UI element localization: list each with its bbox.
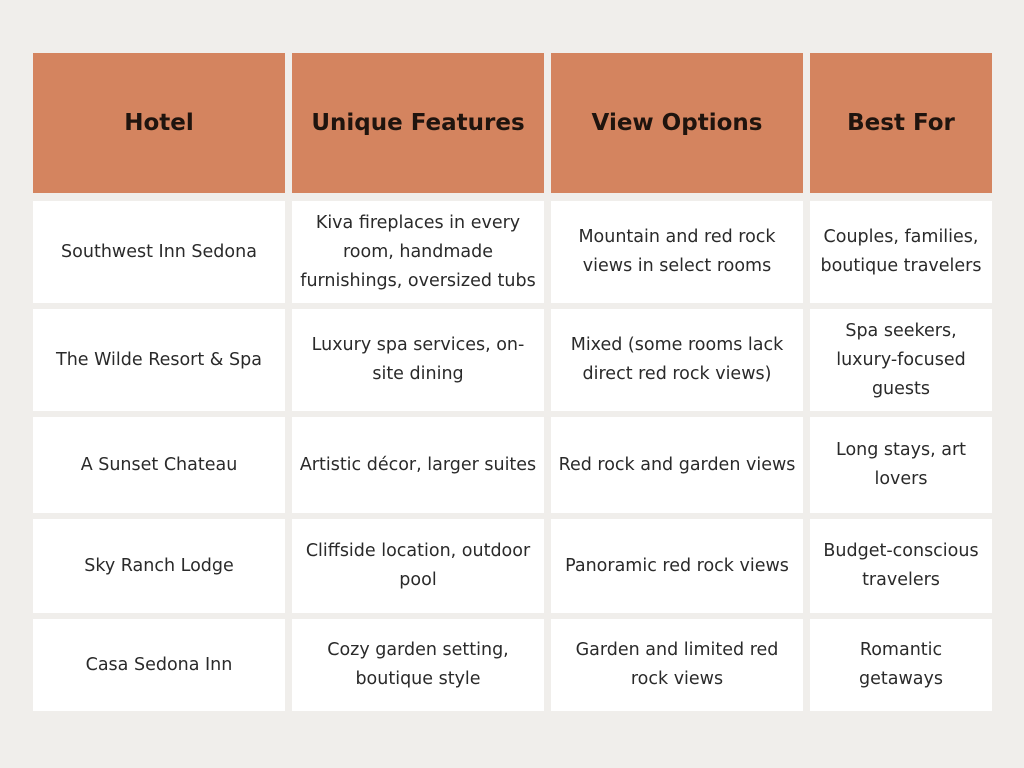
- header-unique-features: Unique Features: [292, 53, 544, 193]
- table-row: [33, 519, 992, 613]
- cell-hotel: Casa Sedona Inn: [33, 619, 285, 711]
- cell-best-for: Romantic getaways: [810, 619, 992, 711]
- cell-best-for: Couples, families, boutique travelers: [810, 201, 992, 303]
- cell-views: Red rock and garden views: [551, 417, 803, 513]
- cell-views: Garden and limited red rock views: [551, 619, 803, 711]
- cell-features: Artistic décor, larger suites: [292, 417, 544, 513]
- cell-views: Mountain and red rock views in select rooms: [551, 201, 803, 303]
- table-row: [33, 201, 992, 303]
- cell-best-for: Spa seekers, luxury-focused guests: [810, 309, 992, 411]
- header-hotel: Hotel: [33, 53, 285, 193]
- table-header-row: [33, 53, 992, 193]
- hotel-comparison-table: [33, 53, 992, 717]
- cell-hotel: A Sunset Chateau: [33, 417, 285, 513]
- cell-features: Kiva fireplaces in every room, handmade furnishings, oversized tubs: [292, 201, 544, 303]
- cell-best-for: Budget-conscious travelers: [810, 519, 992, 613]
- cell-hotel: Southwest Inn Sedona: [33, 201, 285, 303]
- cell-best-for: Long stays, art lovers: [810, 417, 992, 513]
- header-view-options: View Options: [551, 53, 803, 193]
- cell-features: Luxury spa services, on-site dining: [292, 309, 544, 411]
- header-best-for: Best For: [810, 53, 992, 193]
- cell-views: Panoramic red rock views: [551, 519, 803, 613]
- table-row: [33, 309, 992, 411]
- cell-features: Cozy garden setting, boutique style: [292, 619, 544, 711]
- cell-features: Cliffside location, outdoor pool: [292, 519, 544, 613]
- cell-views: Mixed (some rooms lack direct red rock views): [551, 309, 803, 411]
- table-row: [33, 619, 992, 711]
- table-row: [33, 417, 992, 513]
- cell-hotel: Sky Ranch Lodge: [33, 519, 285, 613]
- cell-hotel: The Wilde Resort & Spa: [33, 309, 285, 411]
